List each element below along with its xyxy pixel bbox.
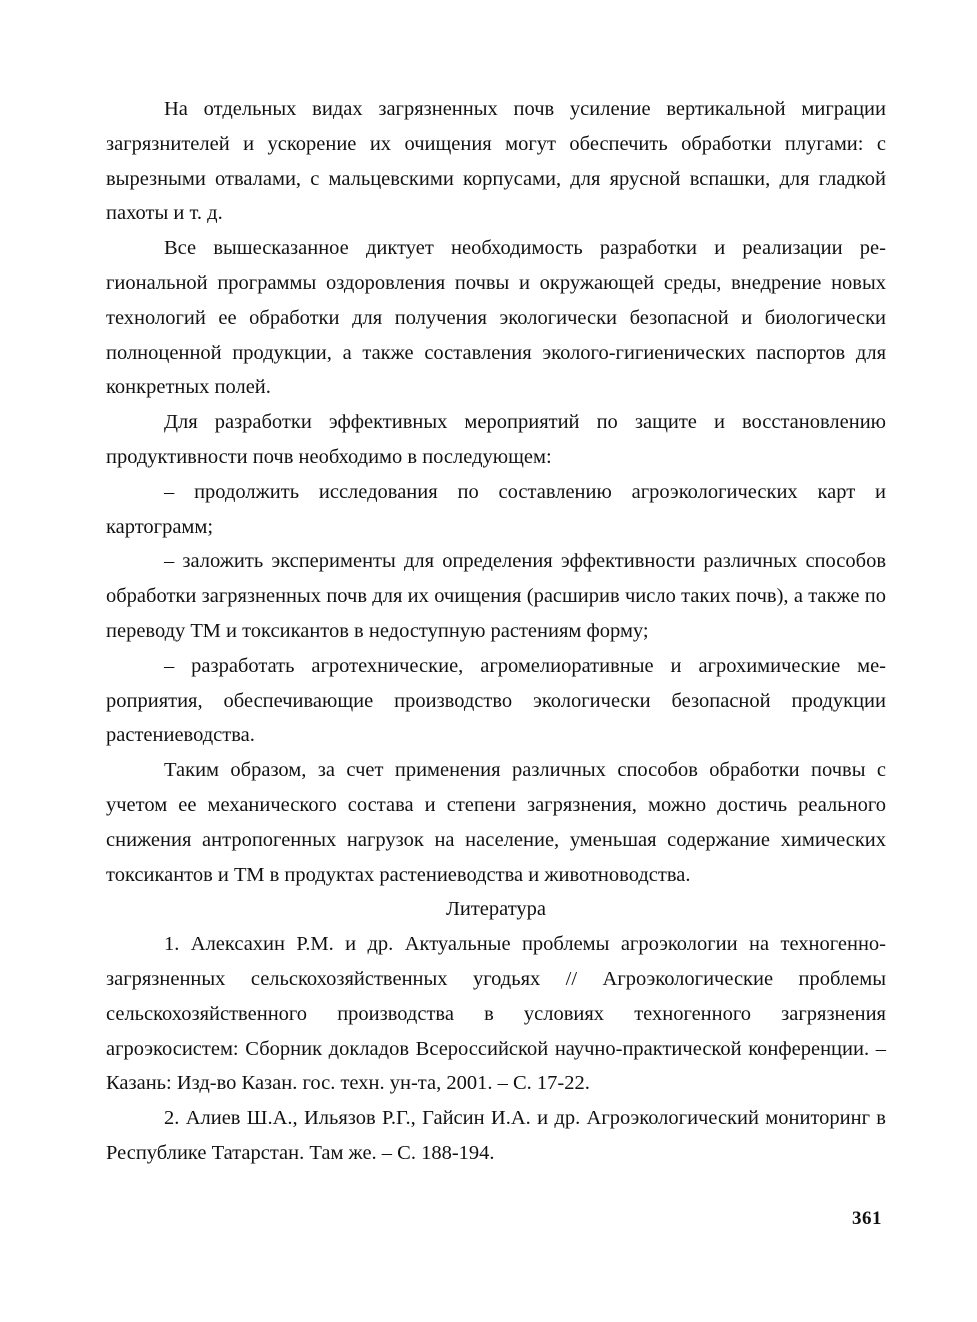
list-item-experiments: – заложить эксперименты для определения эффективности различных способов обработки загрязненных почв для их очищения (расширив число таких почв), а также по переводу ТМ и токсикантов в недоступную растениям форму; <box>106 550 886 642</box>
page-number: 361 <box>852 1208 882 1229</box>
reference-item-2: 2. Алиев Ш.А., Ильязов Р.Г., Гайсин И.А. и др. Агроэкологический мониторинг в Республике Татарстан. Там же. – С. 188-194. <box>106 1107 886 1164</box>
paragraph-conclusion: Таким образом, за счет применения различных способов обработки почвы с учетом ее механического состава и степени загрязнения, можно достичь реального снижения антропогенных нагрузок на население, уменьшая содержание химических токсикантов и ТМ в продуктах растениеводства и животноводства. <box>106 759 886 886</box>
references-heading: Литература <box>445 898 547 921</box>
list-item-agro-measures: – разработать агротехнические, агромелиоративные и агрохимические мероприятия, обеспечивающие производство экологически безопасной продукции растениеводства. <box>106 654 886 747</box>
paragraph-measures-intro: Для разработки эффективных мероприятий по защите и восстановлению продуктивности почв необходимо в последующем: <box>106 411 886 468</box>
reference-item-1: 1. Алексахин Р.М. и др. Актуальные проблемы агроэкологии на техногенно-загрязненных сельскохозяйственных угодьях // Агроэкологические проблемы сельскохозяйственного производства в условиях техногенного загрязнения агроэкосистем: Сборник докладов Всероссийской научно-практической конференции. – Казань: Изд-во Казан. гос. техн. ун-та, 2001. – С. 17-22. <box>106 933 886 1095</box>
paragraph-plough-treatment: На отдельных видах загрязненных почв усиление вертикальной миграции загрязнителей и ускорение их очищения могут обеспечить обработки плугами: с вырезными отвалами, с мальцевскими корпусами, для ярусной вспашки, для гладкой пахоты и т. д. <box>106 98 886 225</box>
text-body <box>106 92 886 1171</box>
paragraph-regional-program: Все вышесказанное диктует необходимость разработки и реализации региональной программы оздоровления почвы и окружающей среды, внедрение новых технологий ее обработки для получения экологически безопасной и биологически полноценной продукции, а также составления эколого-гигиенических паспортов для конкретных полей. <box>106 237 886 399</box>
list-item-maps: – продолжить исследования по составлению агроэкологических карт и картограмм; <box>106 480 886 538</box>
